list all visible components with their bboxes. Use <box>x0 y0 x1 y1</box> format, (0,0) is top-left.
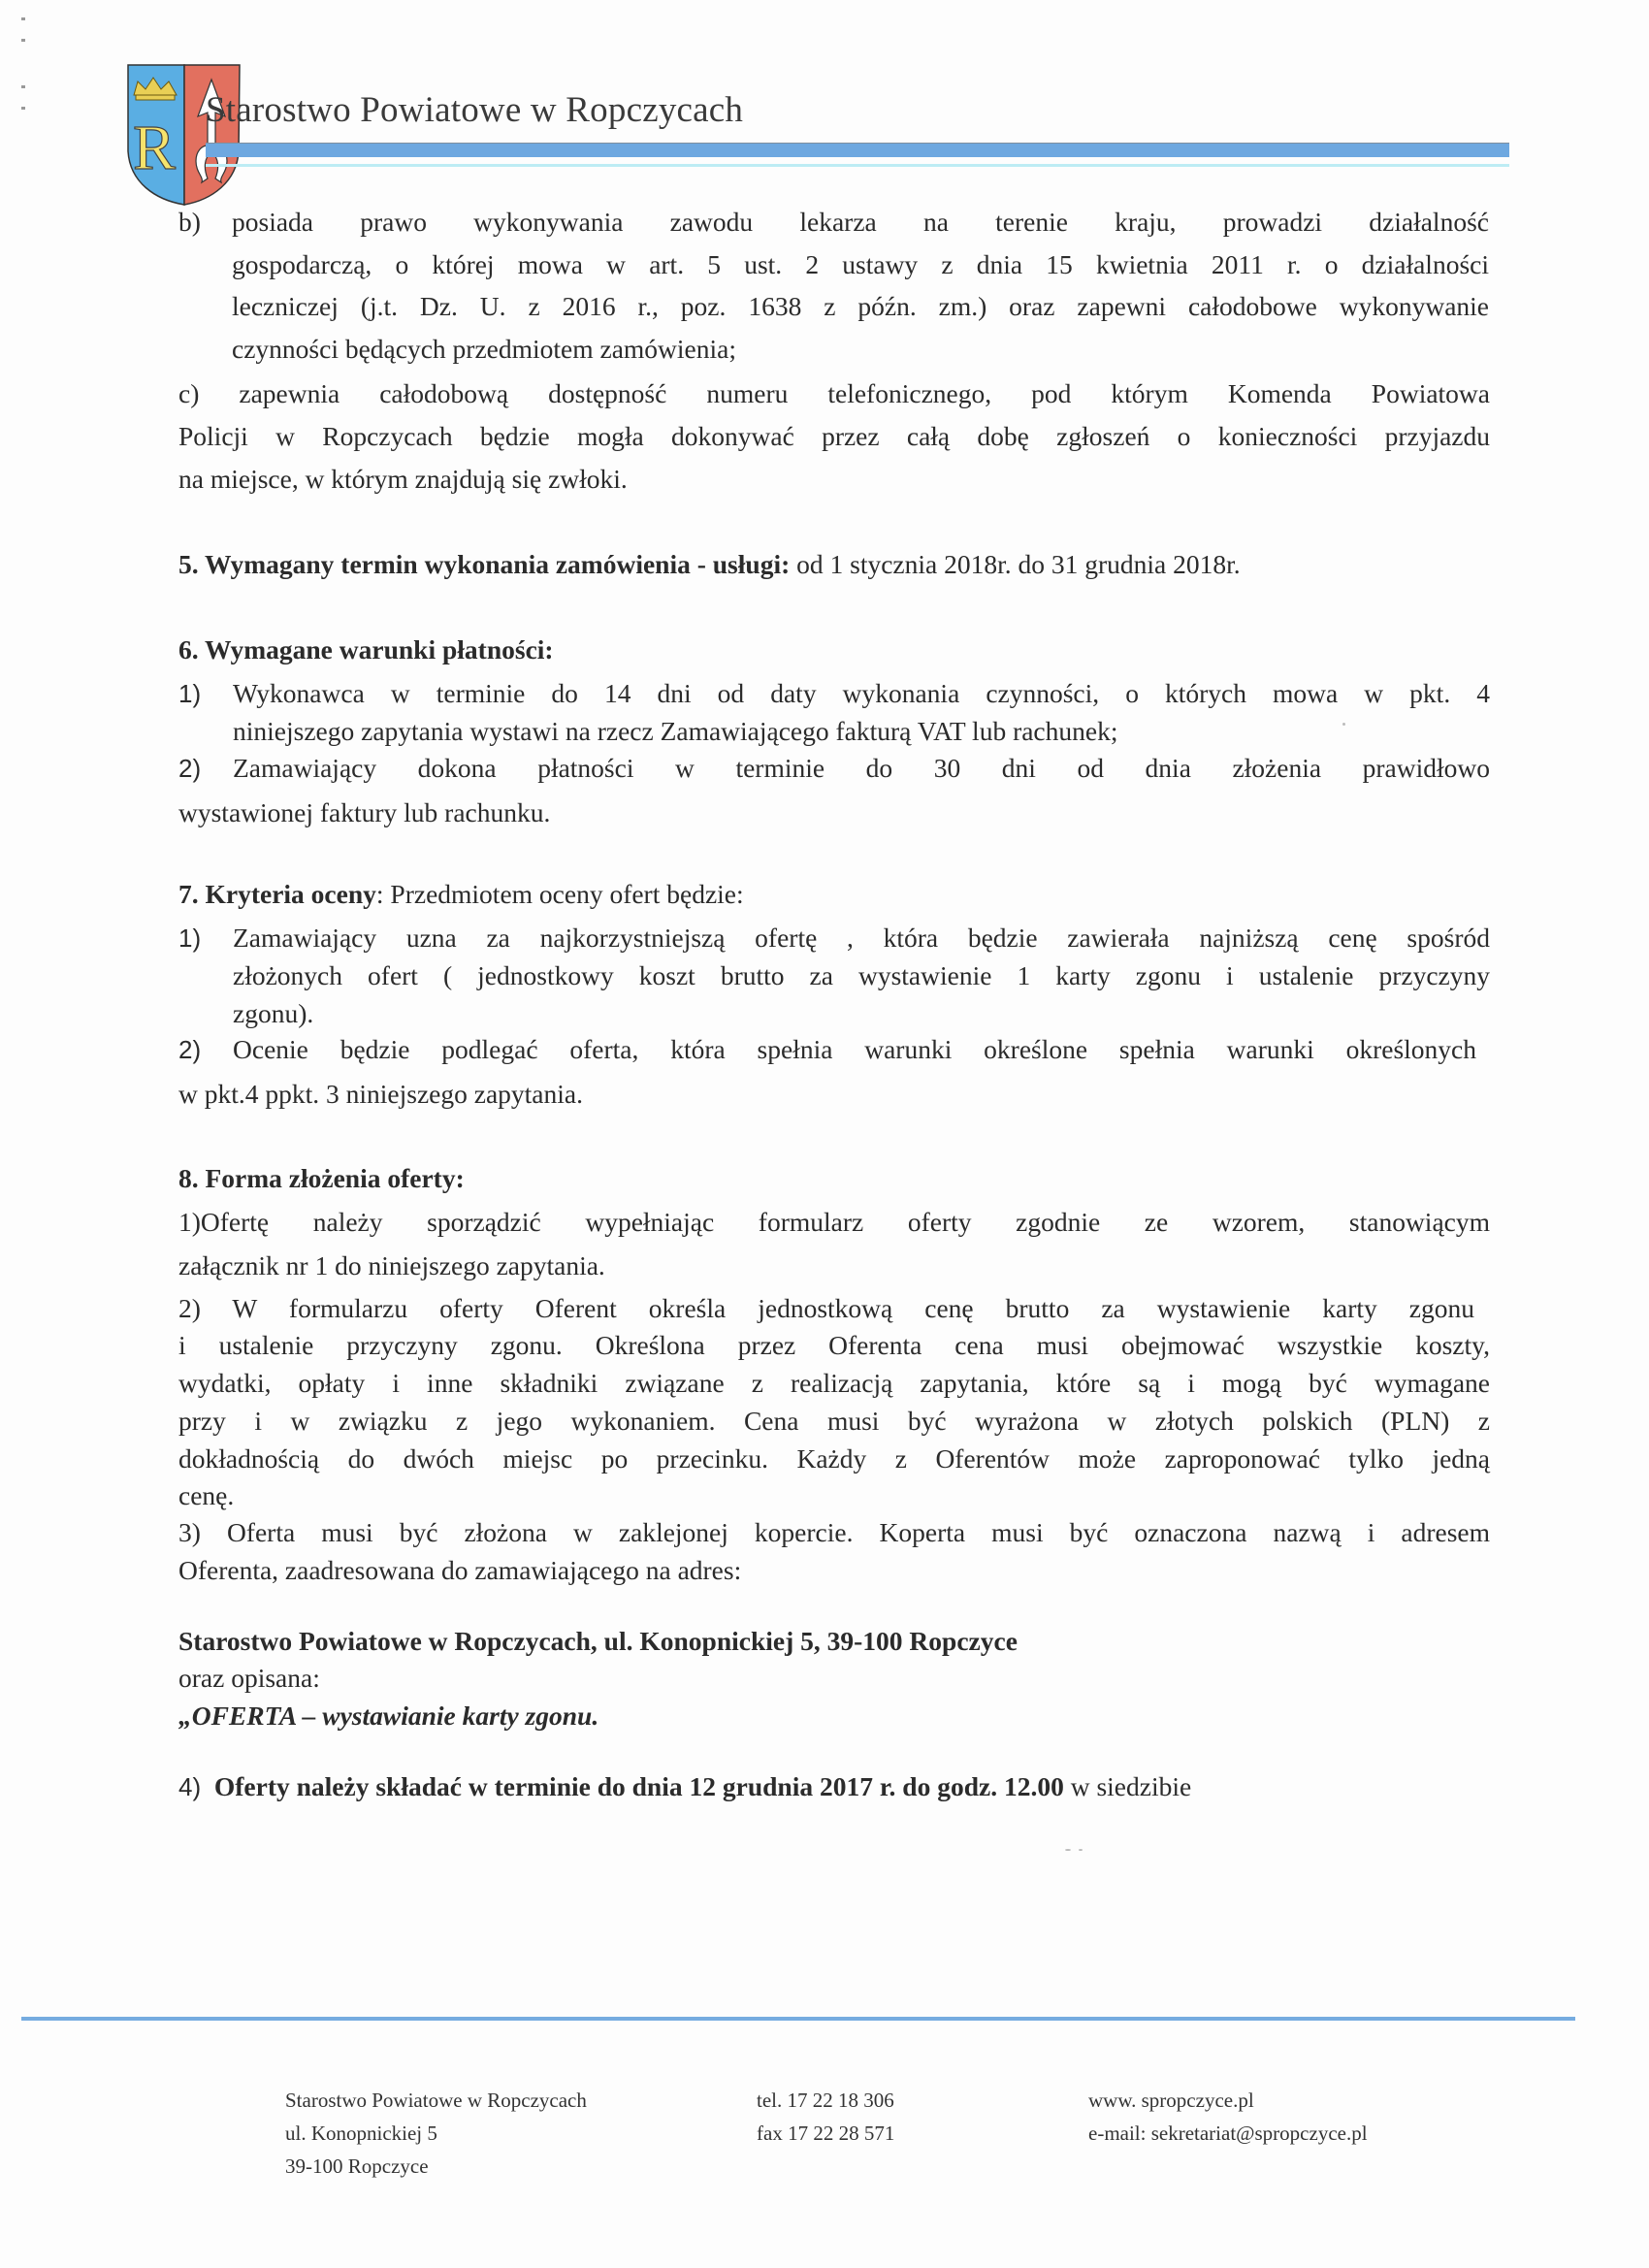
text-line: 1)Ofertę należy sporządzić wypełniając formularz oferty zgodnie ze wzorem, stanowiącym <box>178 1207 1490 1237</box>
header-line <box>206 164 1509 167</box>
text-line: c) zapewnia całodobową dostępność numeru telefonicznego, pod którym Komenda Powiatowa <box>178 378 1490 408</box>
text-line: Oferenta, zaadresowana do zamawiającego na adres: <box>178 1555 742 1585</box>
text-line: dokładnością do dwóch miejsc po przecinku. Każdy z Oferentów może zaproponować tylko jedną <box>178 1443 1490 1474</box>
deadline-text: Oferty należy składać w terminie do dnia 12 grudnia 2017 r. do godz. 12.00 <box>213 1771 1064 1801</box>
scan-speck <box>1065 1849 1071 1851</box>
section-5 <box>178 549 1241 580</box>
text-line: wystawionej faktury lub rachunku. <box>178 797 551 827</box>
section-heading: Kryteria oceny <box>205 879 376 909</box>
text-line: i ustalenie przyczyny zgonu. Określona przez Oferenta cena musi obejmować wszystkie koszty, <box>178 1330 1490 1360</box>
list-marker: 1) <box>178 679 202 708</box>
scan-mark <box>21 107 25 110</box>
text-line: załącznik nr 1 do niniejszego zapytania. <box>178 1250 605 1280</box>
coat-of-arms-icon <box>126 64 241 206</box>
section-heading: 5. Wymagany termin wykonania zamówienia - usługi: <box>178 549 791 579</box>
text-line: Zamawiający dokona płatności w terminie do 30 dni od dnia złożenia prawidłowo <box>233 753 1490 783</box>
text-line: Wykonawca w terminie do 14 dni od daty wykonania czynności, o których mowa w pkt. 4 <box>233 678 1490 708</box>
text-line: złożonych ofert ( jednostkowy koszt brutto za wystawienie 1 karty zgonu i ustalenie przyczyny <box>233 960 1490 990</box>
deadline-line <box>178 1771 1191 1802</box>
list-marker: 1) <box>178 923 202 953</box>
footer-org-name: Starostwo Powiatowe w Ropczycach <box>285 2089 587 2112</box>
text-line: czynności będących przedmiotem zamówienia; <box>232 334 736 364</box>
text-line: zgonu). <box>233 998 314 1028</box>
svg-text:R: R <box>132 113 177 183</box>
list-marker: 2) <box>178 754 202 783</box>
text-line: w pkt.4 ppkt. 3 niniejszego zapytania. <box>178 1079 583 1109</box>
text-line: 2) W formularzu oferty Oferent określa jednostkową cenę brutto za wystawienie karty zgonu <box>178 1293 1474 1323</box>
text-line: w siedzibie <box>1063 1771 1192 1801</box>
section-text: : Przedmiotem oceny ofert będzie: <box>375 879 744 909</box>
scan-mark <box>21 85 25 88</box>
header-bar <box>206 143 1509 157</box>
footer-phone: tel. 17 22 18 306 <box>757 2089 894 2112</box>
footer-fax: fax 17 22 28 571 <box>757 2122 895 2145</box>
scan-mark <box>21 39 25 42</box>
text-line: 3) Oferta musi być złożona w zaklejonej kopercie. Koperta musi być oznaczona nazwą i adresem <box>178 1517 1490 1547</box>
footer-email-link[interactable]: e-mail: sekretariat@spropczyce.pl <box>1088 2122 1368 2145</box>
scan-speck <box>1079 1849 1083 1851</box>
section-heading-line <box>178 879 744 910</box>
text-line: leczniczej (j.t. Dz. U. z 2016 r., poz. 1638 z późn. zm.) oraz zapewni całodobowe wykonywanie <box>232 291 1489 321</box>
footer-rule <box>21 2017 1575 2021</box>
scan-speck <box>1342 723 1345 726</box>
text-line: wydatki, opłaty i inne składniki związane z realizacją zapytania, które są i mogą być wymagane <box>178 1368 1490 1398</box>
section-heading: 6. Wymagane warunki płatności: <box>178 634 554 664</box>
text-line: posiada prawo wykonywania zawodu lekarza na terenie kraju, prowadzi działalność <box>232 207 1489 237</box>
text-line: Zamawiający uzna za najkorzystniejszą ofertę , która będzie zawierała najniższą cenę spośród <box>233 923 1490 953</box>
section-number: 7. <box>178 879 206 909</box>
text-line: gospodarczą, o której mowa w art. 5 ust. 2 ustawy z dnia 15 kwietnia 2011 r. o działalności <box>232 249 1489 279</box>
section-text: od 1 stycznia 2018r. do 31 grudnia 2018r. <box>790 549 1241 579</box>
footer-city: 39-100 Ropczyce <box>285 2155 429 2178</box>
text-line: Policji w Ropczycach będzie mogła dokonywać przez całą dobę zgłoszeń o konieczności przyjazdu <box>178 421 1490 451</box>
scan-mark <box>21 17 25 20</box>
text-line: Ocenie będzie podlegać oferta, która spełnia warunki określone spełnia warunki określonych <box>233 1034 1476 1064</box>
page-title: Starostwo Powiatowe w Ropczycach <box>206 90 744 130</box>
section-heading: 8. Forma złożenia oferty: <box>178 1163 465 1193</box>
text-line: niniejszego zapytania wystawi na rzecz Zamawiającego fakturą VAT lub rachunek; <box>233 716 1118 746</box>
list-marker: 2) <box>178 1035 202 1064</box>
address-line: Starostwo Powiatowe w Ropczycach, ul. Konopnickiej 5, 39-100 Ropczyce <box>178 1626 1018 1656</box>
text-line: przy i w związku z jego wykonaniem. Cena musi być wyrażona w złotych polskich (PLN) z <box>178 1406 1490 1436</box>
envelope-label: „OFERTA – wystawianie karty zgonu. <box>178 1701 599 1731</box>
text-line: oraz opisana: <box>178 1663 320 1693</box>
text-line: na miejsce, w którym znajdują się zwłoki. <box>178 464 628 494</box>
footer-street: ul. Konopnickiej 5 <box>285 2122 437 2145</box>
list-marker: 4) <box>178 1772 202 1801</box>
list-marker: b) <box>178 207 201 237</box>
footer-website-link[interactable]: www. spropczyce.pl <box>1088 2089 1254 2112</box>
text-line: cenę. <box>178 1480 235 1510</box>
